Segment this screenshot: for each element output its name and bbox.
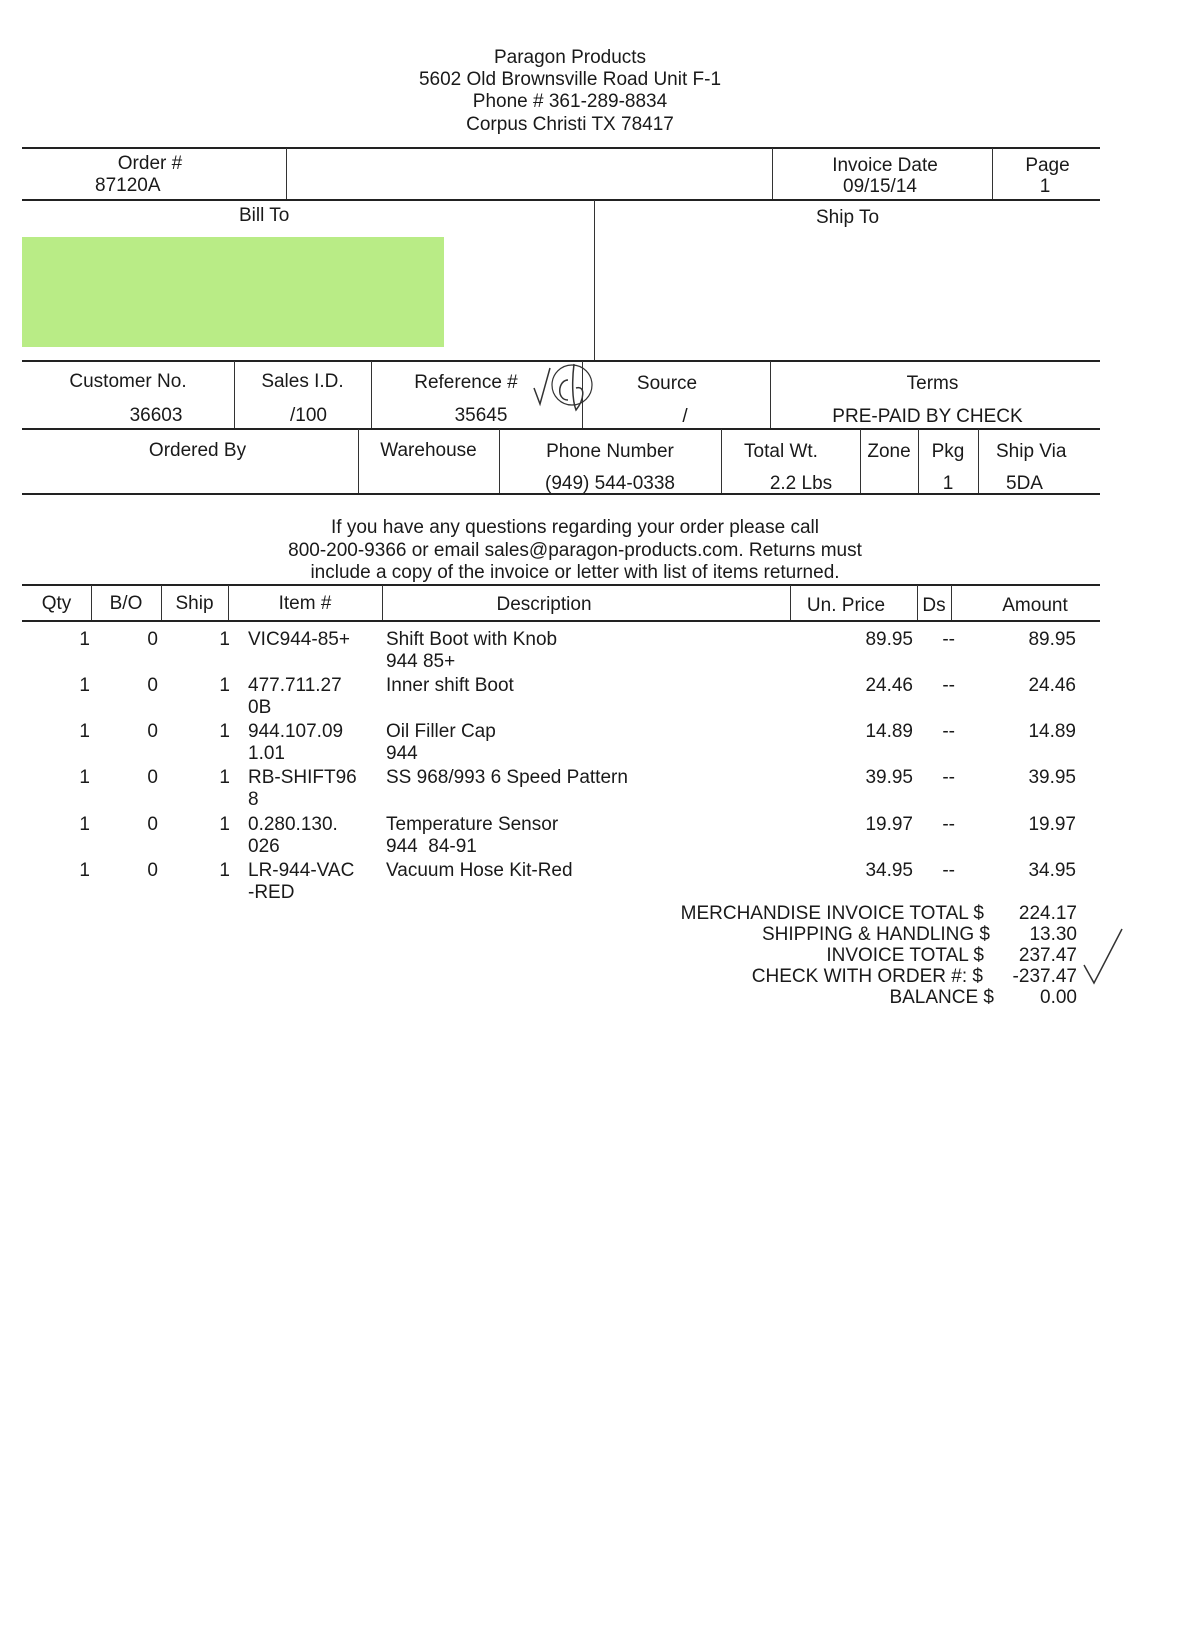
ordered-by-label: Ordered By — [148, 440, 247, 461]
total-value: 0.00 — [1040, 987, 1077, 1008]
cell-description: Temperature Sensor — [386, 814, 559, 835]
cell-bo: 0 — [147, 721, 158, 742]
cell-description: Shift Boot with Knob — [386, 629, 558, 650]
cell-description: Oil Filler Cap — [386, 721, 496, 742]
cell-bo: 0 — [147, 860, 158, 881]
cell-qty: 1 — [79, 629, 90, 650]
cell-ds: -- — [942, 629, 955, 650]
cell-item: RB-SHIFT96 — [248, 767, 357, 788]
company-address: 5602 Old Brownsville Road Unit F-1 — [418, 69, 722, 90]
divider — [22, 620, 1100, 622]
cell-ship: 1 — [219, 721, 230, 742]
cell-ds: -- — [942, 860, 955, 881]
cell-description-cont: 944 85+ — [386, 651, 456, 672]
terms-value: PRE-PAID BY CHECK — [832, 406, 1023, 427]
divider — [22, 428, 1100, 430]
col-ship: Ship — [175, 593, 214, 614]
total-label: SHIPPING & HANDLING $ — [761, 924, 990, 945]
warehouse-label: Warehouse — [380, 440, 477, 461]
handwritten-initials-icon — [528, 360, 598, 420]
cell-qty: 1 — [79, 814, 90, 835]
cell-bo: 0 — [147, 767, 158, 788]
cell-description: Vacuum Hose Kit-Red — [386, 860, 573, 881]
order-label: Order # — [117, 153, 183, 174]
total-value: 237.47 — [1018, 945, 1077, 966]
sales-id-value: /100 — [290, 405, 327, 426]
pkg-label: Pkg — [931, 441, 965, 462]
notice-line-2: 800-200-9366 or email sales@paragon-products.com. Returns must — [288, 540, 862, 561]
total-label: INVOICE TOTAL $ — [826, 945, 984, 966]
ship-via-label: Ship Via — [996, 441, 1067, 462]
invoice-date-label: Invoice Date — [832, 155, 938, 176]
cell-description-cont: 944 84-91 — [386, 836, 477, 857]
cell-amount: 89.95 — [1028, 629, 1076, 650]
phone-number-value: (949) 544-0338 — [545, 473, 675, 494]
divider — [951, 585, 952, 620]
cell-description: SS 968/993 6 Speed Pattern — [386, 767, 628, 788]
cell-bo: 0 — [147, 629, 158, 650]
cell-ds: -- — [942, 814, 955, 835]
col-amount: Amount — [1002, 595, 1068, 616]
cell-unit-price: 34.95 — [865, 860, 913, 881]
notice-line-1: If you have any questions regarding your order please call — [331, 517, 819, 538]
cell-item: LR-944-VAC — [248, 860, 355, 881]
company-phone: Phone # 361-289-8834 — [472, 91, 668, 112]
cell-description-cont: 944 — [386, 743, 418, 764]
page-value: 1 — [1039, 176, 1051, 197]
cell-ship: 1 — [219, 675, 230, 696]
cell-item-cont: 0B — [248, 697, 272, 718]
cell-unit-price: 24.46 — [865, 675, 913, 696]
cell-item: 944.107.09 — [248, 721, 344, 742]
source-value: / — [682, 406, 688, 427]
cell-ship: 1 — [219, 629, 230, 650]
reference-label: Reference # — [414, 372, 518, 393]
col-item: Item # — [278, 593, 332, 614]
reference-value: 35645 — [454, 405, 508, 426]
divider — [992, 148, 993, 199]
ship-to-label: Ship To — [816, 207, 880, 228]
page-label: Page — [1025, 155, 1070, 176]
customer-no-value: 36603 — [129, 405, 183, 426]
total-wt-value: 2.2 Lbs — [769, 473, 833, 494]
cell-ds: -- — [942, 675, 955, 696]
col-qty: Qty — [41, 593, 72, 614]
terms-label: Terms — [906, 373, 959, 394]
cell-item: VIC944-85+ — [248, 629, 350, 650]
cell-item-cont: 1.01 — [248, 743, 285, 764]
cell-ship: 1 — [219, 860, 230, 881]
sales-id-label: Sales I.D. — [261, 371, 344, 392]
divider — [594, 200, 595, 360]
customer-no-label: Customer No. — [69, 371, 187, 392]
cell-unit-price: 89.95 — [865, 629, 913, 650]
cell-amount: 39.95 — [1028, 767, 1076, 788]
total-label: CHECK WITH ORDER #: $ — [751, 966, 983, 987]
col-ds: Ds — [922, 595, 946, 616]
cell-item-cont: 026 — [248, 836, 280, 857]
cell-ship: 1 — [219, 767, 230, 788]
pkg-value: 1 — [942, 473, 954, 494]
cell-amount: 24.46 — [1028, 675, 1076, 696]
cell-unit-price: 14.89 — [865, 721, 913, 742]
company-name: Paragon Products — [493, 47, 647, 68]
divider — [22, 199, 1100, 201]
cell-bo: 0 — [147, 814, 158, 835]
cell-item-cont: -RED — [248, 882, 295, 903]
cell-ds: -- — [942, 721, 955, 742]
cell-item-cont: 8 — [248, 789, 259, 810]
divider — [286, 148, 287, 199]
cell-ship: 1 — [219, 814, 230, 835]
cell-amount: 19.97 — [1028, 814, 1076, 835]
cell-amount: 14.89 — [1028, 721, 1076, 742]
divider — [978, 429, 979, 493]
total-value: 224.17 — [1018, 903, 1077, 924]
divider — [22, 584, 1100, 586]
total-wt-label: Total Wt. — [744, 441, 818, 462]
cell-bo: 0 — [147, 675, 158, 696]
cell-qty: 1 — [79, 860, 90, 881]
redacted-address-block — [22, 237, 444, 347]
zone-label: Zone — [867, 441, 911, 462]
cell-description: Inner shift Boot — [386, 675, 514, 696]
phone-number-label: Phone Number — [546, 441, 674, 462]
company-city: Corpus Christi TX 78417 — [466, 114, 674, 135]
handwritten-checkmark-icon — [1080, 925, 1130, 990]
total-value: -237.47 — [1012, 966, 1077, 987]
col-unit-price: Un. Price — [806, 595, 886, 616]
cell-ds: -- — [942, 767, 955, 788]
source-label: Source — [636, 373, 698, 394]
invoice-date-value: 09/15/14 — [843, 176, 917, 197]
cell-item: 477.711.27 — [248, 675, 342, 696]
cell-unit-price: 39.95 — [865, 767, 913, 788]
divider — [22, 147, 1100, 149]
cell-amount: 34.95 — [1028, 860, 1076, 881]
col-bo: B/O — [109, 593, 143, 614]
total-label: BALANCE $ — [889, 987, 994, 1008]
order-value: 87120A — [95, 175, 161, 196]
ship-via-value: 5DA — [1006, 473, 1043, 494]
cell-item: 0.280.130. — [248, 814, 338, 835]
notice-line-3: include a copy of the invoice or letter with list of items returned. — [310, 562, 840, 583]
col-description: Description — [496, 594, 592, 615]
cell-qty: 1 — [79, 675, 90, 696]
divider — [772, 148, 773, 199]
bill-to-label: Bill To — [239, 205, 290, 226]
total-value: 13.30 — [1029, 924, 1077, 945]
cell-qty: 1 — [79, 767, 90, 788]
cell-unit-price: 19.97 — [865, 814, 913, 835]
total-label: MERCHANDISE INVOICE TOTAL $ — [680, 903, 984, 924]
cell-qty: 1 — [79, 721, 90, 742]
